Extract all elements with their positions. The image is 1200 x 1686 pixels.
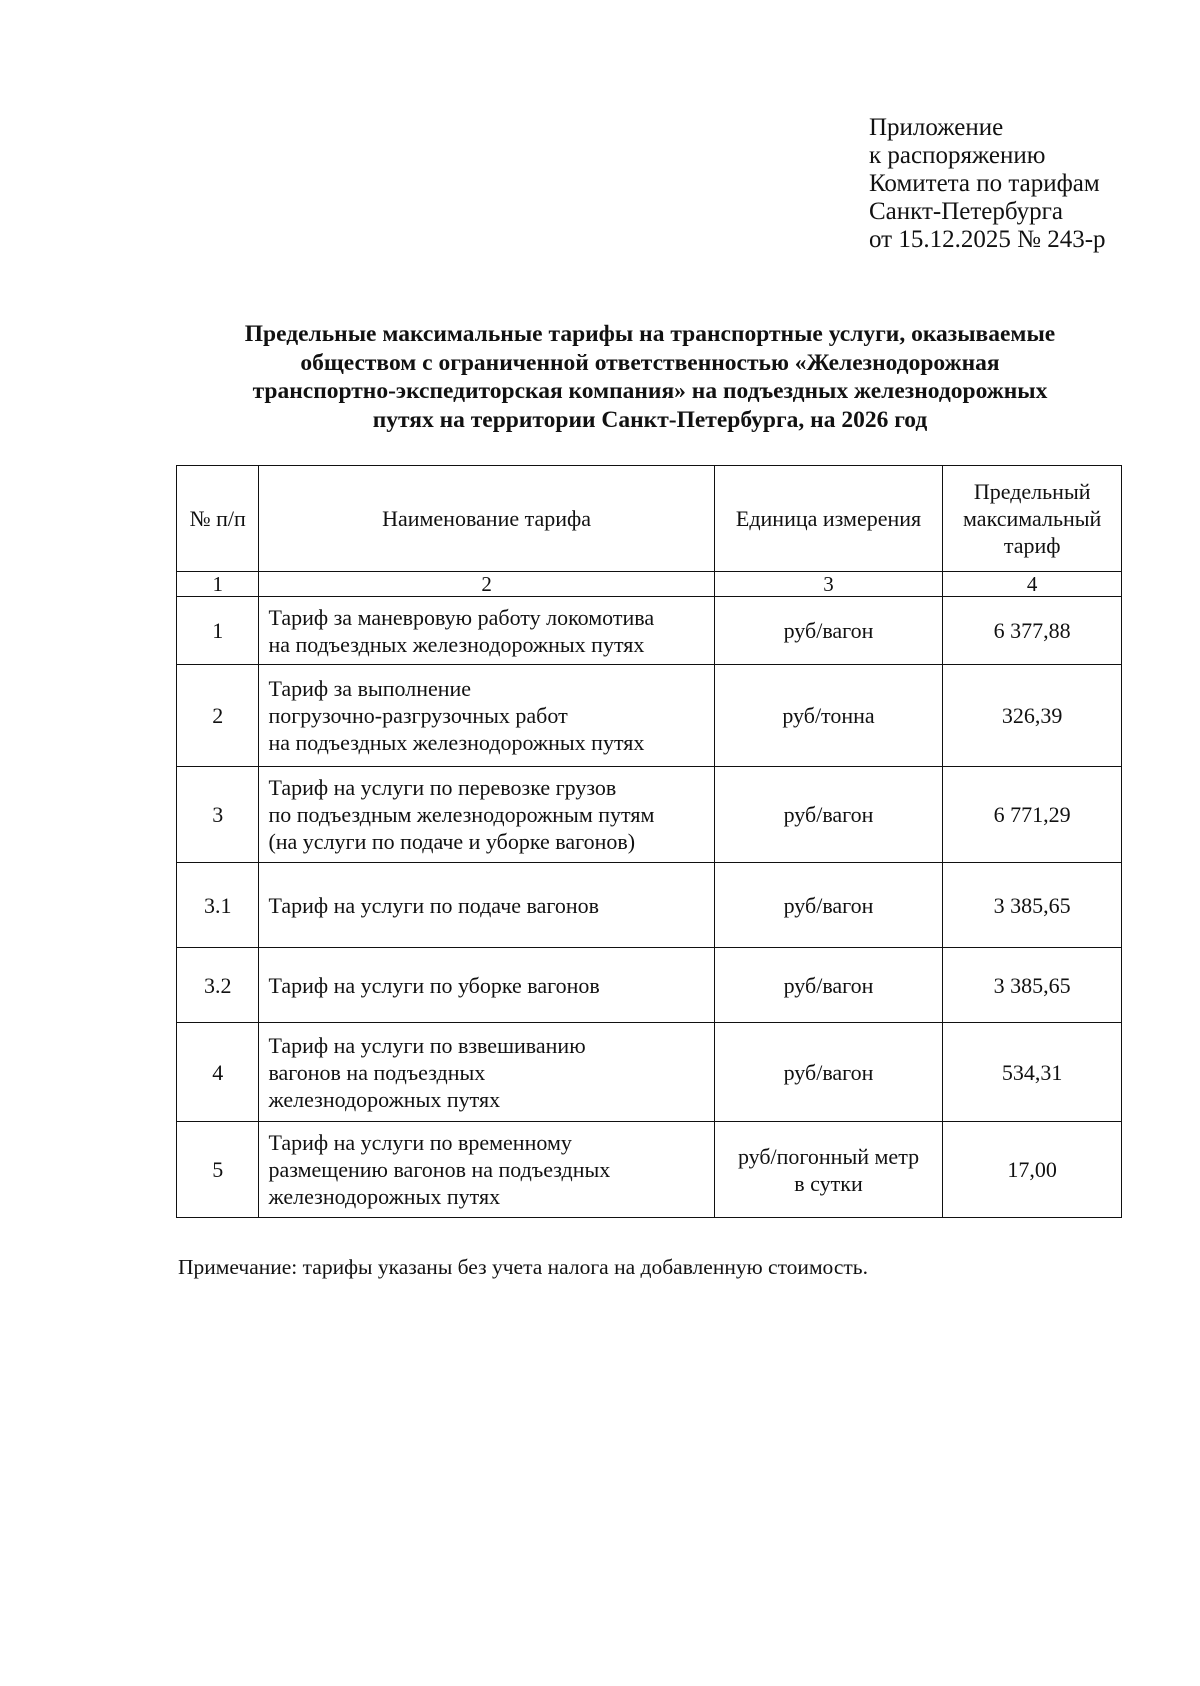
tariff-value: 534,31 — [943, 1023, 1122, 1122]
tariff-name-text — [259, 892, 713, 919]
tariff-name — [259, 1023, 714, 1122]
title-line: Предельные максимальные тарифы на транспортные услуги, оказываемые — [244, 321, 1056, 347]
table-row — [177, 597, 1122, 665]
tariff-name-text — [259, 675, 713, 756]
column-number: 1 — [177, 572, 259, 597]
appendix-line: Комитета по тарифам — [869, 170, 1100, 197]
tariff-unit-line: руб/тонна — [782, 703, 875, 728]
header-max-tariff-line: тариф — [1003, 533, 1061, 558]
title-line: транспортно-экспедиторская компания» на подъездных железнодорожных — [252, 378, 1048, 404]
tariff-unit — [714, 1023, 943, 1122]
footnote: Примечание: тарифы указаны без учета налога на добавленную стоимость. — [178, 1255, 868, 1279]
tariff-value: 17,00 — [943, 1122, 1122, 1218]
tariff-unit — [714, 597, 943, 665]
tariff-value: 3 385,65 — [943, 948, 1122, 1023]
tariff-name-line: погрузочно-разгрузочных работ — [268, 703, 568, 728]
appendix-line: от 15.12.2025 № 243-р — [869, 226, 1106, 253]
row-number: 3.2 — [177, 948, 259, 1023]
column-number: 3 — [714, 572, 943, 597]
tariff-name-line: Тариф на услуги по временному — [268, 1130, 572, 1155]
title-line: обществом с ограниченной ответственностью «Железнодорожная — [300, 349, 1000, 376]
tariff-unit — [714, 1122, 943, 1218]
table-row — [177, 948, 1122, 1023]
row-number: 4 — [177, 1023, 259, 1122]
table-row — [177, 863, 1122, 948]
tariff-name-line: Тариф за выполнение — [268, 676, 472, 701]
tariff-unit — [714, 767, 943, 863]
row-number: 3 — [177, 767, 259, 863]
tariff-name-line: Тариф на услуги по взвешиванию — [268, 1032, 586, 1058]
tariff-unit-line: руб/вагон — [783, 972, 874, 998]
appendix-line: Санкт-Петербурга — [869, 198, 1064, 225]
tariff-name — [259, 1122, 714, 1218]
tariff-name-line: по подъездным железнодорожным путям — [268, 802, 655, 827]
header-max-tariff-line: максимальный — [963, 506, 1102, 531]
tariff-unit — [714, 665, 943, 767]
tariff-value: 3 385,65 — [943, 863, 1122, 948]
tariff-value: 326,39 — [943, 665, 1122, 767]
row-number: 1 — [177, 597, 259, 665]
tariff-unit-line: в сутки — [794, 1170, 863, 1196]
tariff-unit — [714, 863, 943, 948]
tariff-name — [259, 665, 714, 767]
header-max-tariff — [943, 466, 1122, 572]
tariff-name-text — [259, 774, 713, 855]
tariff-name-line: размещению вагонов на подъездных — [268, 1157, 611, 1182]
tariff-name-text — [259, 1129, 713, 1210]
row-number: 5 — [177, 1122, 259, 1218]
tariff-name — [259, 767, 714, 863]
tariff-name-line: железнодорожных путях — [268, 1184, 501, 1209]
tariff-value: 6 377,88 — [943, 597, 1122, 665]
tariff-name-line: Тариф на услуги по подаче вагонов — [268, 892, 600, 918]
row-number: 2 — [177, 665, 259, 767]
tariff-name-line: на подъездных железнодорожных путях — [268, 631, 645, 657]
tariff-name — [259, 597, 714, 665]
header-unit: Единица измерения — [714, 466, 943, 572]
table-row — [177, 665, 1122, 767]
tariff-name-text — [259, 604, 713, 658]
table-row — [177, 767, 1122, 863]
tariff-name — [259, 948, 714, 1023]
appendix-line: к распоряжению — [869, 142, 1046, 169]
header-num: № п/п — [177, 466, 259, 572]
header-name: Наименование тарифа — [259, 466, 714, 572]
tariff-name-line: Тариф за маневровую работу локомотива — [268, 604, 655, 630]
tariffs-table — [176, 465, 1122, 1218]
appendix-line: Приложение — [869, 114, 1004, 141]
tariff-unit-line: руб/вагон — [783, 618, 874, 643]
document-title — [180, 320, 1120, 434]
tariff-unit-line: руб/вагон — [783, 802, 874, 827]
tariff-value: 6 771,29 — [943, 767, 1122, 863]
tariff-name-line: вагонов на подъездных — [268, 1059, 486, 1085]
column-numbers-row — [177, 572, 1122, 597]
table-header-row — [177, 466, 1122, 572]
tariff-name-line: Тариф на услуги по уборке вагонов — [268, 972, 600, 998]
tariff-name — [259, 863, 714, 948]
table-row — [177, 1122, 1122, 1218]
column-number: 4 — [943, 572, 1122, 597]
tariff-unit-line: руб/погонный метр — [737, 1143, 920, 1169]
appendix-header — [869, 114, 1106, 254]
tariff-name-line: (на услуги по подаче и уборке вагонов) — [268, 829, 636, 854]
tariff-unit-line: руб/вагон — [783, 892, 874, 918]
tariff-name-text — [259, 1032, 713, 1113]
tariff-unit-line: руб/вагон — [783, 1059, 874, 1085]
header-max-tariff-line: Предельный — [973, 479, 1091, 504]
table-row — [177, 1023, 1122, 1122]
tariff-name-text — [259, 972, 713, 999]
tariff-name-line: железнодорожных путях — [268, 1086, 501, 1112]
row-number: 3.1 — [177, 863, 259, 948]
tariff-unit — [714, 948, 943, 1023]
tariff-name-line: на подъездных железнодорожных путях — [268, 730, 645, 755]
column-number: 2 — [259, 572, 714, 597]
title-line: путях на территории Санкт-Петербурга, на 2026 год — [372, 406, 928, 433]
tariff-name-line: Тариф на услуги по перевозке грузов — [268, 775, 617, 800]
table-body — [177, 597, 1122, 1218]
